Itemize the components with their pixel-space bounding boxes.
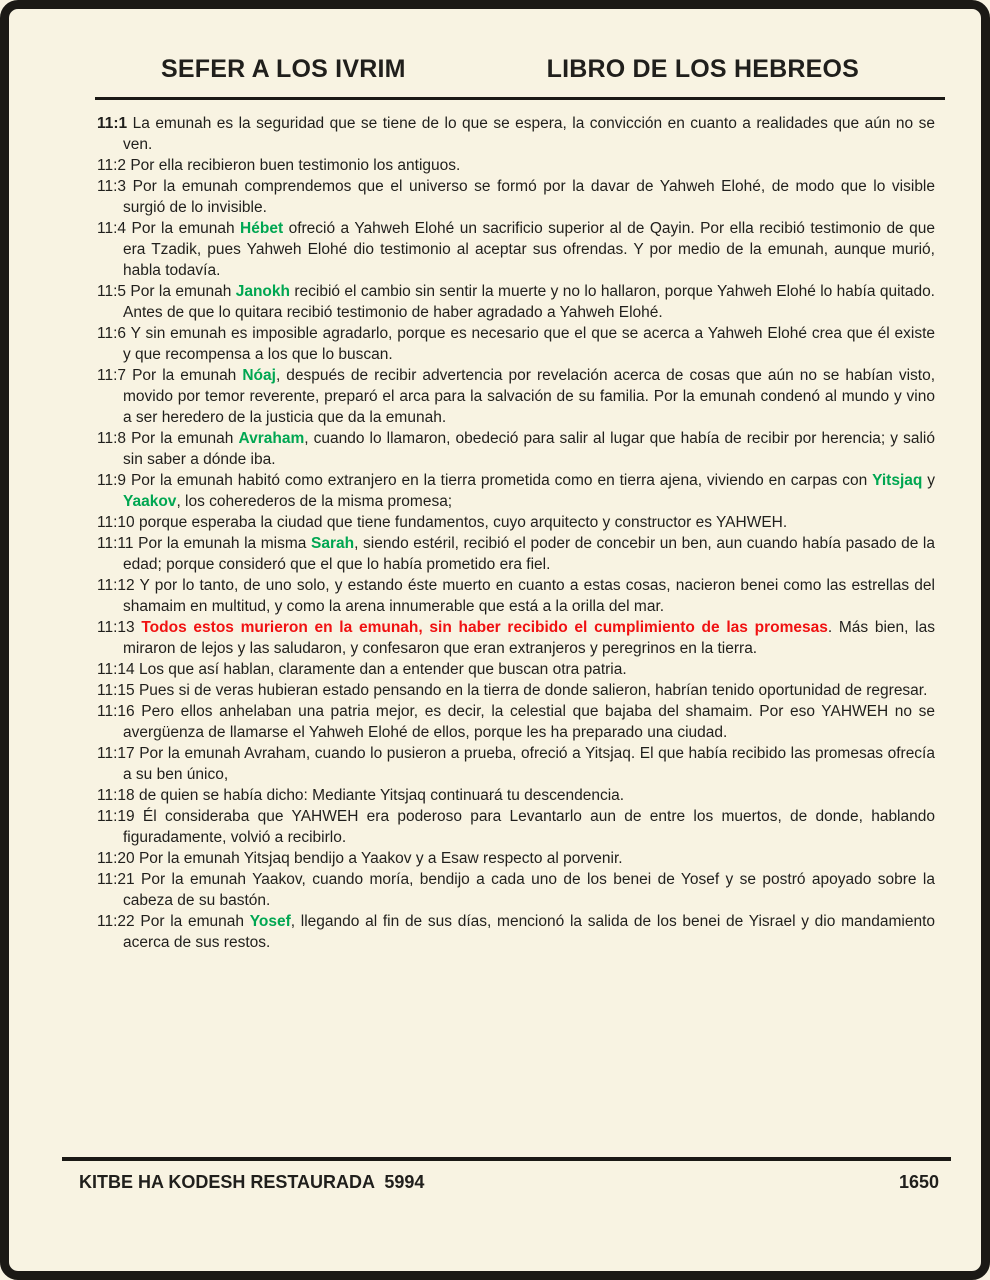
verse-number: 11:12 xyxy=(97,577,135,594)
verse-text: Por la emunah comprendemos que el universo se formó por la davar de Yahweh Elohé, de modo que lo visible surgió de lo invisible. xyxy=(123,178,935,216)
verse-text: Los que así hablan, claramente dan a entender que buscan otra patria. xyxy=(138,661,627,678)
verse-number: 11:10 xyxy=(97,514,135,531)
emphasis-green: Janokh xyxy=(235,283,290,300)
verse-number: 11:16 xyxy=(97,703,135,720)
emphasis-green: Nóaj xyxy=(242,367,276,384)
verse-text: Por la emunah Yitsjaq bendijo a Yaakov y a Esaw respecto al porvenir. xyxy=(138,850,623,867)
page-footer xyxy=(9,1157,981,1193)
verse-11-20 xyxy=(97,848,935,869)
verse-11-9 xyxy=(97,470,935,512)
verse-text: Y por lo tanto, de uno solo, y estando éste muerto en cuanto a estas cosas, nacieron benei como las estrellas del shamaim en multitud, y como la arena innumerable que está a la orilla del mar. xyxy=(123,577,935,615)
emphasis-green: Avraham xyxy=(238,430,305,447)
verse-text: porque esperaba la ciudad que tiene fundamentos, cuyo arquitecto y constructor es YAHWEH. xyxy=(138,514,788,531)
verse-11-3 xyxy=(97,176,935,218)
verse-text: . Más bien, las miraron de lejos y las saludaron, y confesaron que eran extranjeros y peregrinos en la tierra. xyxy=(123,619,935,657)
verse-text: Por la emunah Avraham, cuando lo pusieron a prueba, ofreció a Yitsjaq. El que había recibido las promesas ofrecía a su ben único, xyxy=(123,745,935,783)
footer-edition-label: KITBE HA KODESH RESTAURADA 5994 xyxy=(79,1172,425,1192)
verse-text: Por la emunah xyxy=(130,283,236,300)
verse-number: 11:13 xyxy=(97,619,135,636)
verse-number: 11:3 xyxy=(97,178,127,195)
verse-11-16 xyxy=(97,701,935,743)
verse-list xyxy=(97,113,935,953)
verse-text: y xyxy=(922,472,936,489)
verse-number: 11:6 xyxy=(97,325,127,342)
verse-11-11 xyxy=(97,533,935,575)
verse-text: Pues si de veras hubieran estado pensando en la tierra de donde salieron, habrían tenido oportunidad de regresar. xyxy=(138,682,928,699)
verse-text: Por la emunah la misma xyxy=(138,535,312,552)
verse-number: 11:19 xyxy=(97,808,135,825)
verse-11-21 xyxy=(97,869,935,911)
verse-text: , llegando al fin de sus días, mencionó la salida de los benei de Yisrael y dio mandamiento acerca de sus restos. xyxy=(123,913,935,951)
verse-text: Pero ellos anhelaban una patria mejor, es decir, la celestial que bajaba del shamaim. Por eso YAHWEH no se avergüenza de llamarse el Yahweh Elohé de ellos, porque les ha preparado una ciudad. xyxy=(123,703,935,741)
verse-number: 11:17 xyxy=(97,745,135,762)
verse-11-4 xyxy=(97,218,935,281)
footer-page-number: 1650 xyxy=(898,1172,939,1192)
verse-number: 11:1 xyxy=(97,115,128,132)
verse-11-12 xyxy=(97,575,935,617)
verse-11-7 xyxy=(97,365,935,428)
verse-number: 11:7 xyxy=(97,367,127,384)
verse-text: Por la emunah xyxy=(131,430,239,447)
verse-text: Por ella recibieron buen testimonio los antiguos. xyxy=(130,157,461,174)
verse-text: Él consideraba que YAHWEH era poderoso para Levantarlo aun de entre los muertos, de donde, hablando figuradamente, volvió a recibirlo. xyxy=(123,808,935,846)
page-header xyxy=(161,55,859,84)
verse-text: , cuando lo llamaron, obedeció para salir al lugar que había de recibir por herencia; y salió sin saber a dónde iba. xyxy=(123,430,935,468)
verse-text: La emunah es la seguridad que se tiene de lo que se espera, la convicción en cuanto a realidades que aún no se ven. xyxy=(123,115,935,153)
verse-11-13 xyxy=(97,617,935,659)
emphasis-green: Yaakov xyxy=(123,493,177,510)
footer-row xyxy=(79,1172,939,1193)
verse-number: 11:21 xyxy=(97,871,135,888)
verse-11-1 xyxy=(97,113,935,155)
verse-text: , los coherederos de la misma promesa; xyxy=(176,493,453,510)
verse-11-18 xyxy=(97,785,935,806)
verse-text: recibió el cambio sin sentir la muerte y no lo hallaron, porque Yahweh Elohé lo había quitado. Antes de que lo quitara recibió testimonio de haber agradado a Yahweh Elohé. xyxy=(123,283,935,321)
verse-11-8 xyxy=(97,428,935,470)
verse-text: , después de recibir advertencia por revelación acerca de cosas que aún no se habían visto, movido por temor reverente, preparó el arca para la salvación de su familia. Por la emunah condenó al mundo y vino a ser heredero de la justicia que da la emunah. xyxy=(123,367,935,426)
emphasis-green: Hébet xyxy=(240,220,284,237)
verse-text: Por la emunah habitó como extranjero en la tierra prometida como en tierra ajena, viviendo en carpas con xyxy=(130,472,873,489)
verse-11-19 xyxy=(97,806,935,848)
verse-number: 11:14 xyxy=(97,661,135,678)
emphasis-red: Todos estos murieron en la emunah, sin haber recibido el cumplimiento de las promesas xyxy=(141,619,828,636)
verse-text: Y sin emunah es imposible agradarlo, porque es necesario que el que se acerca a Yahweh Elohé crea que él existe y que recompensa a los que lo buscan. xyxy=(123,325,936,363)
verse-text: Por la emunah xyxy=(132,367,243,384)
verse-number: 11:15 xyxy=(97,682,135,699)
verse-text: Por la emunah xyxy=(140,913,250,930)
verse-number: 11:11 xyxy=(97,535,134,552)
verse-11-5 xyxy=(97,281,935,323)
verse-text: ofreció a Yahweh Elohé un sacrificio superior al de Qayin. Por ella recibió testimonio de que era Tzadik, pues Yahweh Elohé dio testimonio al aceptar sus ofrendas. Y por medio de la emunah, aunque murió, habla todavía. xyxy=(123,220,935,279)
emphasis-green: Yitsjaq xyxy=(872,472,923,489)
verse-number: 11:8 xyxy=(97,430,127,447)
verse-11-14 xyxy=(97,659,935,680)
verse-11-6 xyxy=(97,323,935,365)
verse-11-22 xyxy=(97,911,935,953)
title-left: SEFER A LOS IVRIM xyxy=(161,55,406,83)
verse-text: Por la emunah xyxy=(131,220,241,237)
footer-rule xyxy=(62,1157,951,1161)
emphasis-green: Sarah xyxy=(311,535,355,552)
verse-number: 11:2 xyxy=(97,157,127,174)
verse-11-10 xyxy=(97,512,935,533)
header-rule xyxy=(95,97,945,100)
verse-text: Por la emunah Yaakov, cuando moría, bendijo a cada uno de los benei de Yosef y se postró apoyado sobre la cabeza de su bastón. xyxy=(123,871,935,909)
verse-11-15 xyxy=(97,680,935,701)
verse-number: 11:18 xyxy=(97,787,135,804)
verse-number: 11:5 xyxy=(97,283,127,300)
verse-number: 11:20 xyxy=(97,850,135,867)
verse-number: 11:4 xyxy=(97,220,127,237)
verse-text: de quien se había dicho: Mediante Yitsjaq continuará tu descendencia. xyxy=(138,787,625,804)
verse-text: , siendo estéril, recibió el poder de concebir un ben, aun cuando había pasado de la edad; porque consideró que el que lo había prometido era fiel. xyxy=(123,535,935,573)
verse-number: 11:22 xyxy=(97,913,135,930)
emphasis-green: Yosef xyxy=(249,913,291,930)
verse-11-17 xyxy=(97,743,935,785)
title-right: LIBRO DE LOS HEBREOS xyxy=(546,55,859,83)
verse-number: 11:9 xyxy=(97,472,127,489)
verse-11-2 xyxy=(97,155,935,176)
